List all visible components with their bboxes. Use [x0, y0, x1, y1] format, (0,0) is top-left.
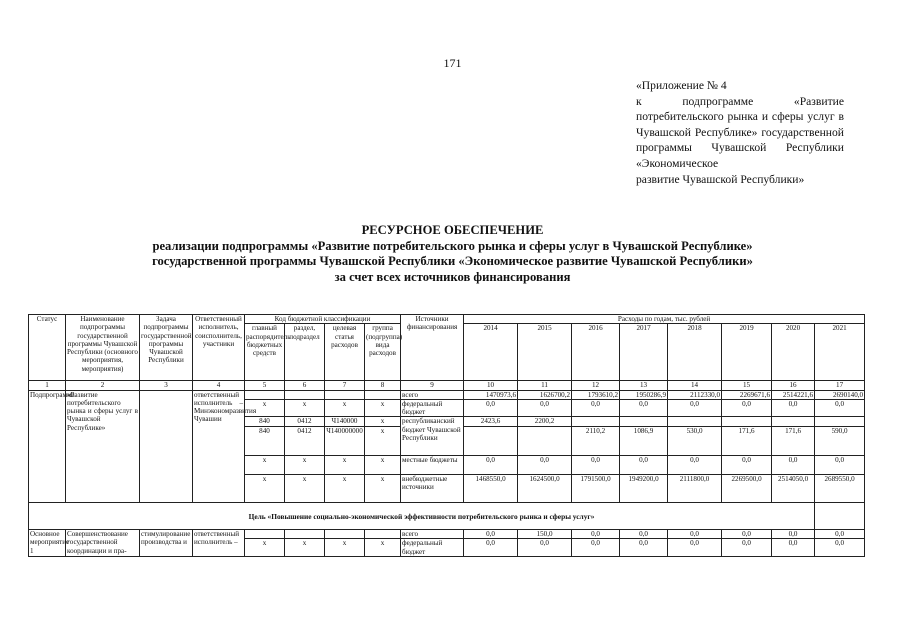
- page-number: 171: [443, 56, 462, 70]
- header-year: 2021: [815, 324, 865, 381]
- value-cell: 0,0: [464, 399, 518, 417]
- value-cell: 1468550,0: [464, 474, 518, 502]
- group-cell: x: [365, 539, 401, 557]
- section-cell: 0412: [285, 417, 325, 426]
- value-cell: 0,0: [815, 455, 865, 474]
- group-cell: x: [365, 417, 401, 426]
- value-cell: 150,0: [518, 530, 572, 539]
- section-cell: 0412: [285, 426, 325, 455]
- title-line3: государственной программы Чувашской Республики «Экономическое развитие Чувашской Республики»: [152, 254, 753, 269]
- value-cell: 2514221,6: [772, 390, 815, 399]
- source-cell: республиканский бюджет Чувашской Республики: [401, 417, 464, 455]
- header-status: Статус: [29, 315, 66, 381]
- value-cell: 0,0: [722, 455, 772, 474]
- value-cell: 0,0: [815, 530, 865, 539]
- title-line4: за счет всех источников финансирования: [334, 269, 571, 284]
- value-cell: 1791500,0: [572, 474, 620, 502]
- col-number: 16: [772, 381, 815, 390]
- gr-cell: [245, 390, 285, 399]
- value-cell: 0,0: [464, 455, 518, 474]
- target-cell: x: [325, 539, 365, 557]
- col-number: 14: [668, 381, 722, 390]
- value-cell: [772, 417, 815, 426]
- group-cell: x: [365, 474, 401, 502]
- source-cell: федеральный бюджет: [401, 399, 464, 417]
- value-cell: 0,0: [518, 455, 572, 474]
- value-cell: 0,0: [518, 539, 572, 557]
- value-cell: 0,0: [668, 399, 722, 417]
- subprogram-responsible: ответственный исполнитель – Минэкономразвития Чувашии: [193, 390, 245, 502]
- value-cell: 0,0: [722, 530, 772, 539]
- value-cell: 0,0: [668, 539, 722, 557]
- value-cell: 0,0: [572, 399, 620, 417]
- gr-cell: x: [245, 539, 285, 557]
- header-row: [29, 315, 865, 324]
- col-number: 6: [285, 381, 325, 390]
- appendix-last: развитие Чувашской Республики»: [636, 172, 805, 186]
- value-cell: 0,0: [722, 399, 772, 417]
- value-cell: 0,0: [668, 530, 722, 539]
- value-cell: 2690140,0: [815, 390, 865, 399]
- value-cell: 0,0: [772, 539, 815, 557]
- table-row: [29, 530, 865, 539]
- main-event-task: стимулирование производства и: [140, 530, 193, 557]
- target-cell: x: [325, 474, 365, 502]
- value-cell: [620, 417, 668, 426]
- value-cell: 2112330,0: [668, 390, 722, 399]
- gr-cell: x: [245, 455, 285, 474]
- value-cell: 0,0: [518, 399, 572, 417]
- target-cell: x: [325, 399, 365, 417]
- header-target: целевая статья расходов: [325, 324, 365, 381]
- section-cell: x: [285, 455, 325, 474]
- group-cell: x: [365, 455, 401, 474]
- value-cell: 0,0: [620, 539, 668, 557]
- header-budget-code: Код бюджетной классификации: [245, 315, 401, 324]
- value-cell: 2269500,0: [722, 474, 772, 502]
- gr-cell: x: [245, 399, 285, 417]
- header-responsible: Ответственный исполнитель, соисполнитель, участники: [193, 315, 245, 381]
- gr-cell: x: [245, 474, 285, 502]
- header-year: 2015: [518, 324, 572, 381]
- value-cell: [722, 417, 772, 426]
- group-cell: [365, 530, 401, 539]
- value-cell: 2423,6: [464, 417, 518, 426]
- value-cell: 530,0: [668, 426, 722, 455]
- header-group: группа (подгруппа) вида расходов: [365, 324, 401, 381]
- header-year: 2018: [668, 324, 722, 381]
- source-cell: всего: [401, 390, 464, 399]
- main-event-responsible: ответственный исполнитель –: [193, 530, 245, 557]
- value-cell: 0,0: [722, 539, 772, 557]
- group-cell: x: [365, 426, 401, 455]
- value-cell: 0,0: [772, 530, 815, 539]
- col-number: 7: [325, 381, 365, 390]
- col-number: 1: [29, 381, 66, 390]
- header-year: 2014: [464, 324, 518, 381]
- value-cell: 0,0: [464, 530, 518, 539]
- value-cell: 1793610,2: [572, 390, 620, 399]
- section-cell: x: [285, 399, 325, 417]
- source-cell: федеральный бюджет: [401, 539, 464, 557]
- value-cell: 2110,2: [572, 426, 620, 455]
- value-cell: 0,0: [815, 399, 865, 417]
- target-cell: [325, 530, 365, 539]
- value-cell: 1624500,0: [518, 474, 572, 502]
- header-section: раздел, подраздел: [285, 324, 325, 381]
- goal-text: Цель «Повышение социально-экономической эффективности потребительского рынка и сферы услуг»: [29, 502, 815, 529]
- header-year: 2016: [572, 324, 620, 381]
- section-cell: x: [285, 539, 325, 557]
- document-title: [0, 223, 905, 285]
- group-cell: [365, 390, 401, 399]
- col-number: 8: [365, 381, 401, 390]
- source-cell: внебюджетные источники: [401, 474, 464, 502]
- goal-row: [29, 502, 865, 529]
- group-cell: x: [365, 399, 401, 417]
- col-number: 2: [66, 381, 140, 390]
- value-cell: 2111800,0: [668, 474, 722, 502]
- col-number: 17: [815, 381, 865, 390]
- target-cell: x: [325, 455, 365, 474]
- col-number: 12: [572, 381, 620, 390]
- column-numbers-row: [29, 381, 865, 390]
- section-cell: x: [285, 474, 325, 502]
- title-line2: реализации подпрограммы «Развитие потребительского рынка и сферы услуг в Чувашской Республике»: [152, 238, 753, 253]
- section-cell: [285, 390, 325, 399]
- header-name: Наименование подпрограммы государственной программы Чувашской Республики (основного мероприятия, мероприятия): [66, 315, 140, 381]
- value-cell: [518, 426, 572, 455]
- value-cell: 1626700,2: [518, 390, 572, 399]
- main-event-name: Совершенствование государственной координации и пра-: [66, 530, 140, 557]
- title-line1: РЕСУРСНОЕ ОБЕСПЕЧЕНИЕ: [361, 223, 544, 237]
- col-number: 9: [401, 381, 464, 390]
- subprogram-name: «Развитие потребительского рынка и сферы услуг в Чувашской Республике»: [66, 390, 140, 502]
- table-row: [29, 390, 865, 399]
- value-cell: 0,0: [815, 539, 865, 557]
- subprogram-task: [140, 390, 193, 502]
- value-cell: 1470973,6: [464, 390, 518, 399]
- header-task: Задача подпрограммы государственной программы Чувашской Республики: [140, 315, 193, 381]
- value-cell: 1086,9: [620, 426, 668, 455]
- col-number: 15: [722, 381, 772, 390]
- value-cell: 1949200,0: [620, 474, 668, 502]
- col-number: 10: [464, 381, 518, 390]
- value-cell: [572, 417, 620, 426]
- value-cell: 171,6: [772, 426, 815, 455]
- appendix-line1: «Приложение № 4: [636, 79, 727, 92]
- col-number: 5: [245, 381, 285, 390]
- value-cell: 0,0: [772, 455, 815, 474]
- source-cell: всего: [401, 530, 464, 539]
- appendix-body: к подпрограмме «Развитие потребительского рынка и сферы услуг в Чувашской Республике» государственной программы Чувашской Республики «Экономическое: [636, 94, 844, 170]
- value-cell: 0,0: [464, 539, 518, 557]
- header-year: 2017: [620, 324, 668, 381]
- value-cell: 0,0: [620, 399, 668, 417]
- value-cell: 1950286,9: [620, 390, 668, 399]
- source-cell: местные бюджеты: [401, 455, 464, 474]
- value-cell: 0,0: [668, 455, 722, 474]
- header-sources: Источники финансирования: [401, 315, 464, 381]
- resource-table: [28, 314, 865, 557]
- value-cell: 590,0: [815, 426, 865, 455]
- value-cell: 2514050,0: [772, 474, 815, 502]
- value-cell: 0,0: [572, 455, 620, 474]
- value-cell: 171,6: [722, 426, 772, 455]
- header-expenses: Расходы по годам, тыс. рублей: [464, 315, 865, 324]
- header-year: 2020: [772, 324, 815, 381]
- gr-cell: 840: [245, 426, 285, 455]
- col-number: 4: [193, 381, 245, 390]
- value-cell: 0,0: [572, 530, 620, 539]
- header-year: 2019: [722, 324, 772, 381]
- header-gr: главный распорядитель бюджетных средств: [245, 324, 285, 381]
- target-cell: Ч140000000: [325, 426, 365, 455]
- section-cell: [285, 530, 325, 539]
- value-cell: 0,0: [572, 539, 620, 557]
- value-cell: 2689550,0: [815, 474, 865, 502]
- col-number: 11: [518, 381, 572, 390]
- value-cell: 2200,2: [518, 417, 572, 426]
- target-cell: [325, 390, 365, 399]
- target-cell: Ч140000: [325, 417, 365, 426]
- appendix-note: [636, 78, 844, 187]
- gr-cell: [245, 530, 285, 539]
- value-cell: [464, 426, 518, 455]
- main-event-status: Основное мероприятие 1: [30, 530, 70, 555]
- value-cell: 0,0: [620, 530, 668, 539]
- col-number: 3: [140, 381, 193, 390]
- value-cell: [815, 417, 865, 426]
- subprogram-status: Подпрограмма: [29, 390, 66, 502]
- gr-cell: 840: [245, 417, 285, 426]
- col-number: 13: [620, 381, 668, 390]
- value-cell: 2269671,6: [722, 390, 772, 399]
- value-cell: 0,0: [620, 455, 668, 474]
- goal-side-cell: [815, 502, 865, 529]
- value-cell: [668, 417, 722, 426]
- value-cell: 0,0: [772, 399, 815, 417]
